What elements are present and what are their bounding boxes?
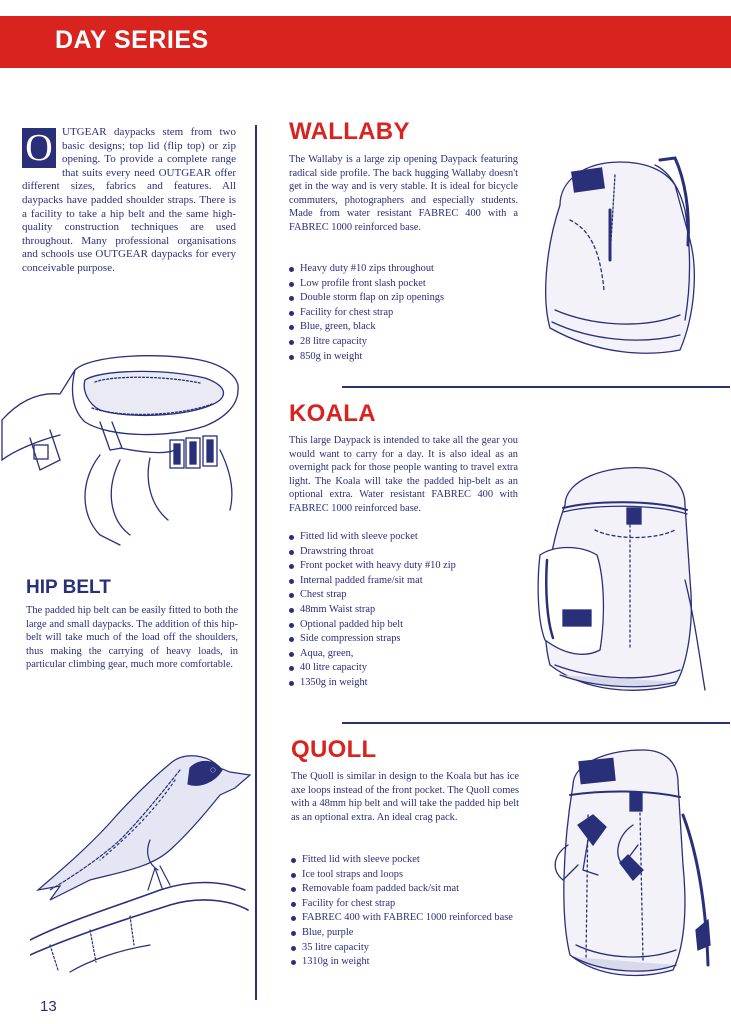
list-item: Optional padded hip belt	[289, 618, 529, 633]
hip-belt-title: HIP BELT	[26, 577, 111, 598]
list-item: Double storm flap on zip openings	[289, 291, 529, 306]
list-item: Heavy duty #10 zips throughout	[289, 262, 529, 277]
list-item: Chest strap	[289, 588, 529, 603]
list-item: Removable foam padded back/sit mat	[291, 882, 531, 897]
list-item: Blue, green, black	[289, 320, 529, 335]
list-item: Blue, purple	[291, 926, 531, 941]
list-item: 1310g in weight	[291, 955, 531, 970]
column-divider	[255, 125, 257, 1000]
quoll-backpack-illustration	[548, 745, 713, 985]
wallaby-backpack-illustration	[540, 150, 700, 360]
page-number: 13	[40, 998, 57, 1015]
list-item: Facility for chest strap	[291, 897, 531, 912]
list-item: 40 litre capacity	[289, 661, 529, 676]
product-description-koala: This large Daypack is intended to take all the gear you would want to carry for a day. It is also ideal as an overnight pack for those people wanting to travel extra light. The Koala will take the padded hip-belt as an optional extra. Water resistant FABREC 400 with FABREC 1000 reinforced base.	[289, 435, 518, 514]
list-item: 35 litre capacity	[291, 941, 531, 956]
section-divider	[342, 386, 730, 388]
list-item: 48mm Waist strap	[289, 603, 529, 618]
list-item: Low profile front slash pocket	[289, 277, 529, 292]
list-item: Drawstring throat	[289, 545, 529, 560]
hip-belt-text: The padded hip belt can be easily fitted to both the large and small daypacks. The addition of this hip-belt will take much of the load off the shoulders, thus making the carrying of heavy loads, in particular climbing gear, much more comfortable.	[26, 605, 238, 671]
list-item: Internal padded frame/sit mat	[289, 574, 529, 589]
hip-belt-illustration	[0, 330, 250, 550]
list-item: Fitted lid with sleeve pocket	[289, 530, 529, 545]
feature-list-wallaby	[289, 262, 529, 364]
section-divider	[342, 722, 730, 724]
page-title: DAY SERIES	[55, 26, 209, 54]
list-item: Front pocket with heavy duty #10 zip	[289, 559, 529, 574]
feature-list-quoll	[291, 853, 531, 970]
list-item: 1350g in weight	[289, 676, 529, 691]
list-item: 850g in weight	[289, 350, 529, 365]
intro-paragraph	[22, 126, 236, 276]
list-item: Side compression straps	[289, 632, 529, 647]
product-description-wallaby: The Wallaby is a large zip opening Daypack featuring radical side profile. The back hugging Wallaby doesn't get in the way and is very stable. It is ideal for bicycle commuters, photographers and especially students. Made from water resistant FABREC 400 with a FABREC 1000 reinforced base.	[289, 154, 518, 233]
list-item: 28 litre capacity	[289, 335, 529, 350]
product-title-koala: KOALA	[289, 400, 376, 427]
bird-illustration	[30, 740, 252, 975]
list-item: FABREC 400 with FABREC 1000 reinforced base	[291, 911, 531, 926]
list-item: Aqua, green,	[289, 647, 529, 662]
product-title-quoll: QUOLL	[291, 736, 377, 763]
feature-list-koala	[289, 530, 529, 691]
koala-backpack-illustration	[535, 460, 710, 700]
list-item: Ice tool straps and loops	[291, 868, 531, 883]
dropcap: O	[22, 128, 56, 168]
list-item: Fitted lid with sleeve pocket	[291, 853, 531, 868]
intro-text: UTGEAR daypacks stem from two basic designs; top lid (flip top) or zip opening. To provide a complete range that suits every need OUTGEAR offer different sizes, fabrics and features. All daypacks have padded shoulder straps. There is a facility to take a hip belt and the same high-quality construction techniques are used throughout. Many professional organisations and schools use OUTGEAR daypacks for every conceivable purpose.	[22, 126, 236, 274]
product-title-wallaby: WALLABY	[289, 118, 410, 145]
header-banner	[0, 16, 731, 68]
product-description-quoll: The Quoll is similar in design to the Koala but has ice axe loops instead of the front pocket. The Quoll comes with a 48mm hip belt and will take the padded hip belt as an optional extra. An ideal crag pack.	[291, 771, 519, 823]
list-item: Facility for chest strap	[289, 306, 529, 321]
